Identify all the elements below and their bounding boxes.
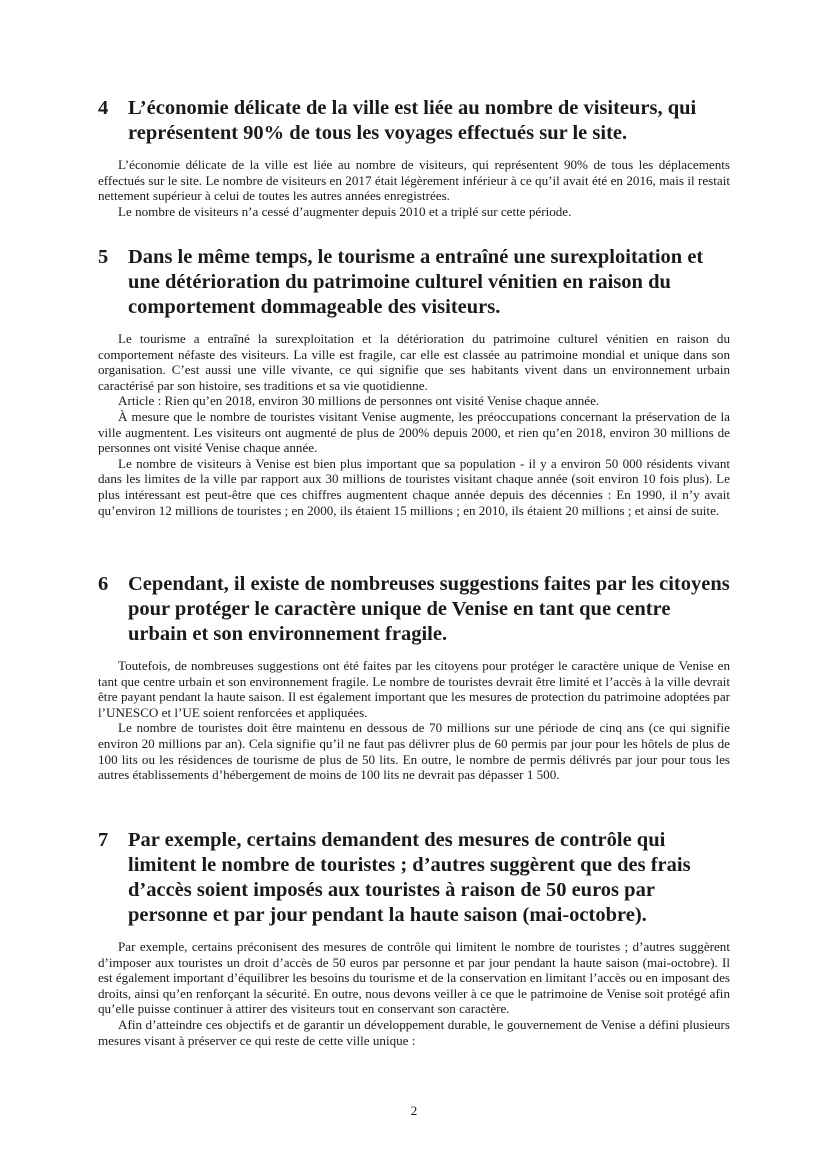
paragraph: L’économie délicate de la ville est liée au nombre de visiteurs, qui représentent 90% de tous les déplacements effectués sur le site. Le nombre de visiteurs en 2017 était légèrement inférieur à ce qu’il avait été en 2016, mais il restait nettement supérieur à celui de toutes les autres années enregistrées. [98,157,730,204]
paragraph: Toutefois, de nombreuses suggestions ont été faites par les citoyens pour protéger le caractère unique de Venise en tant que centre urbain et son environnement fragile. Le nombre de touristes devrait être limité et l’accès à la ville devrait être payant pendant la haute saison. Il est également important que les mesures de protection du patrimoine adoptées par l’UNESCO et l’UE soient renforcées et appliquées. [98,658,730,720]
section-heading [98,828,730,928]
section-title: Par exemple, certains demandent des mesures de contrôle qui limitent le nombre de touristes ; d’autres suggèrent que des frais d’accès soient imposés aux touristes à raison de 50 euros par personne et par jour pendant la haute saison (mai-octobre). [128,829,691,926]
section-title: Dans le même temps, le tourisme a entraîné une surexploitation et une détérioration du patrimoine culturel vénitien en raison du comportement dommageable des visiteurs. [128,246,704,318]
section-body [98,939,730,1048]
section-number: 5 [98,246,109,268]
section-6 [98,572,730,783]
section-title: L’économie délicate de la ville est liée au nombre de visiteurs, qui représentent 90% de tous les voyages effectués sur le site. [128,97,697,144]
section-7 [98,828,730,1048]
section-5 [98,245,730,518]
paragraph: Le nombre de visiteurs à Venise est bien plus important que sa population - il y a environ 50 000 résidents vivant dans les limites de la ville par rapport aux 30 millions de touristes visitant chaque année (soit environ 10 fois plus). Le plus intéressant est peut-être que ces chiffres augmentent chaque année depuis des décennies : En 1990, il n’y avait qu’environ 12 millions de touristes ; en 2000, ils étaient 15 millions ; en 2010, ils étaient 20 millions ; et ainsi de suite. [98,455,730,518]
section-body [98,658,730,783]
section-number: 4 [98,97,109,119]
paragraph: Le nombre de touristes doit être maintenu en dessous de 70 millions sur une période de cinq ans (ce qui signifie environ 20 millions par an). Cela signifie qu’il ne faut pas délivrer plus de 60 permis par jour pour les hôtels de plus de 100 lits ou les résidences de tourisme de plus de 50 lits. En outre, le nombre de permis délivrés par jour pour tous les autres établissements d’hébergement de moins de 100 lits ne devrait pas dépasser 1 500. [98,720,730,783]
section-body [98,157,730,219]
section-heading [98,245,730,320]
section-4 [98,96,730,219]
section-number: 6 [98,573,109,595]
page-number: 2 [410,1103,418,1118]
paragraph: Par exemple, certains préconisent des mesures de contrôle qui limitent le nombre de touristes ; d’autres suggèrent d’imposer aux touristes un droit d’accès de 50 euros par personne et par jour pendant la haute saison (mai-octobre). Il est également important d’équilibrer les besoins du tourisme et de la conservation en limitant l’accès ou en imposant des droits, ainsi qu’en renforçant la sécurité. En outre, nous devons veiller à ce que le patrimoine de Venise soit protégé afin qu’elle puisse continuer à attirer des visiteurs tout en conservant son caractère. [98,939,730,1017]
section-heading [98,572,730,647]
paragraph: Le tourisme a entraîné la surexploitation et la détérioration du patrimoine culturel vénitien en raison du comportement néfaste des visiteurs. La ville est fragile, car elle est classée au patrimoine mondial et unique dans son organisation. C’est aussi une ville vivante, ce qui signifie que ses habitants vivent dans un environnement urbain caractérisé par son histoire, ses traditions et sa vie quotidienne. [98,331,730,393]
section-title: Cependant, il existe de nombreuses suggestions faites par les citoyens pour protéger le caractère unique de Venise en tant que centre urbain et son environnement fragile. [128,573,730,645]
paragraph: Le nombre de visiteurs n’a cessé d’augmenter depuis 2010 et a triplé sur cette période. [118,203,572,219]
paragraph: Afin d’atteindre ces objectifs et de garantir un développement durable, le gouvernement de Venise a défini plusieurs mesures visant à préserver ce qui reste de cette ville unique : [98,1016,730,1048]
section-heading [98,96,730,146]
paragraph: Article : Rien qu’en 2018, environ 30 millions de personnes ont visité Venise chaque année. [118,393,600,409]
section-body [98,331,730,518]
paragraph: À mesure que le nombre de touristes visitant Venise augmente, les préoccupations concernant la préservation de la ville augmentent. Les visiteurs ont augmenté de plus de 200% depuis 2000, et rien qu’en 2018, environ 30 millions de personnes ont visité Venise chaque année. [98,408,730,456]
section-number: 7 [98,829,109,851]
